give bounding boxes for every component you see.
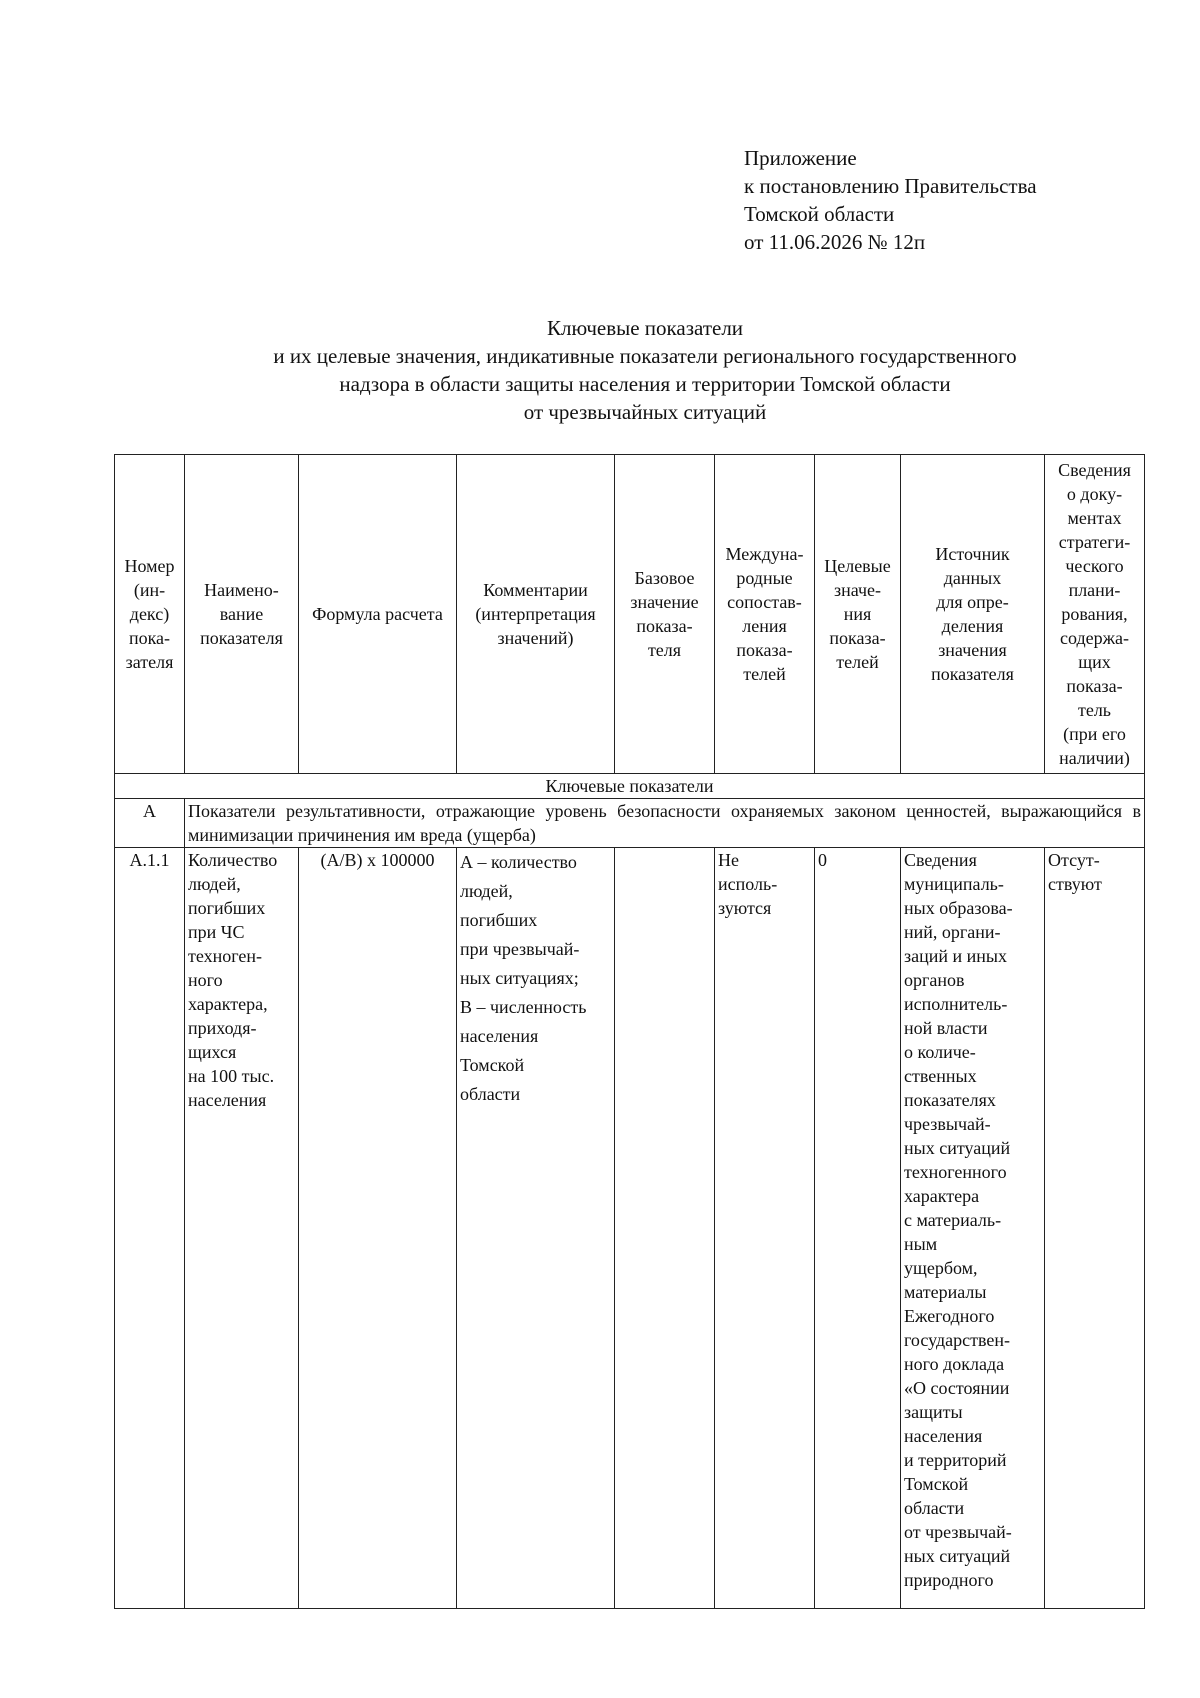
- cell-line: плани-: [1068, 580, 1121, 600]
- cell-line: техноген-: [188, 946, 263, 966]
- cell-line: (интерпретация: [475, 604, 596, 624]
- cell-line: органов: [904, 970, 965, 990]
- cell-line: Количество: [188, 850, 278, 870]
- header-cell-name: [185, 455, 299, 774]
- cell-line: ных ситуациях;: [460, 968, 579, 988]
- header-cell-formula: [299, 455, 457, 774]
- appendix-line: Приложение: [744, 146, 857, 170]
- cell-line: Не: [718, 850, 739, 870]
- title-line: Ключевые показатели: [546, 316, 744, 340]
- cell-line: рования,: [1061, 604, 1128, 624]
- cell-line: тель: [1077, 700, 1112, 720]
- cell-line: с материаль-: [904, 1210, 1002, 1230]
- cell-line: А – количество: [460, 852, 577, 872]
- cell-line: заций и иных: [904, 946, 1007, 966]
- cell-line: сопостав-: [727, 592, 802, 612]
- cell-line: Базовое: [634, 568, 695, 588]
- cell-line: Номер: [124, 556, 175, 576]
- cell-line: наличии): [1059, 748, 1130, 768]
- section-row: [115, 774, 1145, 799]
- cell-line: зуются: [718, 898, 772, 918]
- cell-line: для опре-: [936, 592, 1009, 612]
- cell-line: погибших: [188, 898, 266, 918]
- row-source: [901, 848, 1045, 1609]
- cell-line: показателя: [200, 628, 283, 648]
- cell-line: ственных: [904, 1066, 977, 1086]
- cell-line: ных ситуаций: [904, 1138, 1011, 1158]
- header-cell-international: [715, 455, 815, 774]
- cell-line: Наимено-: [204, 580, 279, 600]
- cell-line: Отсут-: [1048, 850, 1100, 870]
- group-row: [115, 799, 1145, 848]
- header-cell-target: [815, 455, 901, 774]
- cell-line: вание: [219, 604, 264, 624]
- cell-line: материалы: [904, 1282, 987, 1302]
- appendix-block: [744, 144, 1037, 256]
- group-text: Показатели результативности, отражающие уровень безопасности охраняемых законом ценностей, выражающийся в минимизации причинения им вреда (ущерба): [185, 799, 1145, 848]
- cell-line: государствен-: [904, 1330, 1011, 1350]
- cell-line: и территорий: [904, 1450, 1007, 1470]
- cell-line: ущербом,: [904, 1258, 978, 1278]
- cell-line: декс): [129, 604, 170, 624]
- header-cell-base-value: [615, 455, 715, 774]
- row-index: А.1.1: [115, 848, 185, 1609]
- cell-line: данных: [943, 568, 1002, 588]
- cell-line: погибших: [460, 910, 538, 930]
- cell-line: зателя: [125, 652, 174, 672]
- header-cell-strategic-docs: [1045, 455, 1145, 774]
- cell-line: о доку-: [1066, 484, 1123, 504]
- cell-line: ления: [742, 616, 787, 636]
- cell-line: Сведения: [904, 850, 977, 870]
- cell-line: населения: [904, 1426, 983, 1446]
- cell-line: стратеги-: [1058, 532, 1131, 552]
- appendix-line: к постановлению Правительства: [744, 174, 1037, 198]
- cell-line: (при его: [1063, 724, 1126, 744]
- cell-line: телей: [836, 652, 879, 672]
- cell-line: характера: [904, 1186, 980, 1206]
- cell-line: людей,: [188, 874, 241, 894]
- header-row: [115, 455, 1145, 774]
- cell-line: «О состоянии: [904, 1378, 1010, 1398]
- header-cell-source: [901, 455, 1045, 774]
- cell-line: Ежегодного: [904, 1306, 995, 1326]
- cell-line: щихся: [188, 1042, 237, 1062]
- cell-line: пока-: [128, 628, 171, 648]
- cell-line: показа-: [1066, 676, 1123, 696]
- row-international: [715, 848, 815, 1609]
- cell-line: показа-: [736, 640, 793, 660]
- cell-line: теля: [647, 640, 682, 660]
- cell-line: при ЧС: [188, 922, 245, 942]
- cell-line: области: [904, 1498, 965, 1518]
- cell-line: ных ситуаций: [904, 1546, 1011, 1566]
- cell-line: Формула расчета: [312, 604, 443, 624]
- title-line: надзора в области защиты населения и территории Томской области: [339, 372, 951, 396]
- cell-line: чрезвычай-: [904, 1114, 991, 1134]
- cell-line: ний, органи-: [904, 922, 1001, 942]
- cell-line: области: [460, 1084, 521, 1104]
- cell-line: Томской: [460, 1055, 525, 1075]
- cell-line: Комментарии: [483, 580, 588, 600]
- cell-line: телей: [743, 664, 786, 684]
- cell-line: защиты: [904, 1402, 963, 1422]
- cell-line: ментах: [1067, 508, 1122, 528]
- cell-line: ных образова-: [904, 898, 1013, 918]
- cell-line: приходя-: [188, 1018, 257, 1038]
- cell-line: родные: [736, 568, 793, 588]
- cell-line: показа-: [829, 628, 886, 648]
- row-name: [185, 848, 299, 1609]
- cell-line: характера,: [188, 994, 268, 1014]
- cell-line: Источник: [935, 544, 1010, 564]
- cell-line: исполнитель-: [904, 994, 1008, 1014]
- indicators-table: [114, 454, 1145, 1609]
- cell-line: показа-: [636, 616, 693, 636]
- cell-line: (ин-: [133, 580, 166, 600]
- title-line: и их целевые значения, индикативные показатели регионального государственного: [273, 344, 1017, 368]
- row-strategic-docs: [1045, 848, 1145, 1609]
- cell-line: значение: [630, 592, 699, 612]
- cell-line: исполь-: [718, 874, 778, 894]
- cell-line: ния: [843, 604, 872, 624]
- cell-line: ческого: [1065, 556, 1124, 576]
- cell-line: щих: [1078, 652, 1111, 672]
- cell-line: от чрезвычай-: [904, 1522, 1012, 1542]
- cell-line: техногенного: [904, 1162, 1007, 1182]
- cell-line: людей,: [460, 881, 513, 901]
- cell-line: ным: [904, 1234, 938, 1254]
- title-line: от чрезвычайных ситуаций: [523, 400, 767, 424]
- row-base-value: [615, 848, 715, 1609]
- cell-line: деления: [941, 616, 1004, 636]
- cell-line: содержа-: [1059, 628, 1130, 648]
- header-cell-index: [115, 455, 185, 774]
- table-row: [115, 848, 1145, 1609]
- cell-line: значений): [497, 628, 574, 648]
- cell-line: Сведения: [1058, 460, 1131, 480]
- appendix-line: от 11.06.2026 № 12п: [744, 230, 926, 254]
- cell-line: значения: [938, 640, 1007, 660]
- cell-line: Томской: [904, 1474, 969, 1494]
- header-cell-comments: [457, 455, 615, 774]
- cell-line: природного: [904, 1570, 994, 1590]
- cell-line: показателя: [931, 664, 1014, 684]
- cell-line: ного: [188, 970, 223, 990]
- cell-line: Междуна-: [725, 544, 804, 564]
- cell-line: показателях: [904, 1090, 996, 1110]
- cell-line: муниципаль-: [904, 874, 1004, 894]
- group-index: А: [115, 799, 185, 848]
- section-label: Ключевые показатели: [115, 774, 1145, 799]
- cell-line: ствуют: [1048, 874, 1102, 894]
- cell-line: населения: [460, 1026, 539, 1046]
- document-title: [120, 314, 1170, 426]
- cell-line: населения: [188, 1090, 267, 1110]
- row-formula: (A/B) x 100000: [299, 848, 457, 1609]
- row-comments: [457, 848, 615, 1609]
- cell-line: значе-: [833, 580, 882, 600]
- row-target: 0: [815, 848, 901, 1609]
- cell-line: при чрезвычай-: [460, 939, 580, 959]
- cell-line: ной власти: [904, 1018, 988, 1038]
- cell-line: Целевые: [824, 556, 891, 576]
- cell-line: ного доклада: [904, 1354, 1005, 1374]
- appendix-line: Томской области: [744, 202, 895, 226]
- cell-line: на 100 тыс.: [188, 1066, 275, 1086]
- cell-line: о количе-: [904, 1042, 976, 1062]
- cell-line: В – численность: [460, 997, 587, 1017]
